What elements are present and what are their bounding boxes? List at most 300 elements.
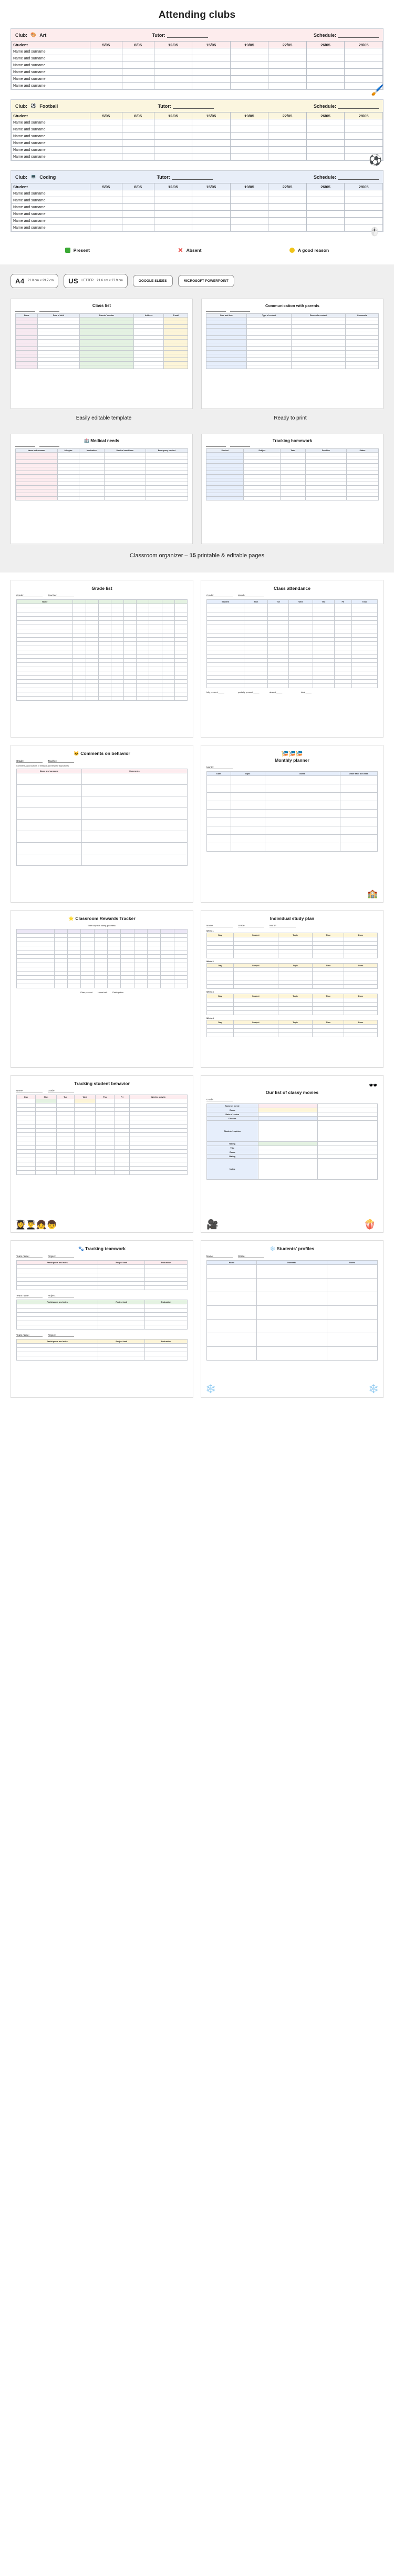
- mark-cell[interactable]: [122, 69, 154, 76]
- mark-cell[interactable]: [192, 126, 231, 133]
- field-project[interactable]: Project:: [48, 1334, 74, 1337]
- table-row[interactable]: [12, 83, 383, 89]
- mark-cell[interactable]: [122, 211, 154, 218]
- field-grade[interactable]: Grade:: [16, 594, 43, 597]
- student-name-cell[interactable]: Name and surname: [12, 48, 90, 55]
- mark-cell[interactable]: [345, 69, 383, 76]
- table-row[interactable]: [12, 190, 383, 197]
- table-row[interactable]: [12, 197, 383, 204]
- field-grade[interactable]: Grade:: [206, 1098, 233, 1101]
- mark-cell[interactable]: [192, 218, 231, 224]
- mark-cell[interactable]: [90, 224, 122, 231]
- table-row: [17, 1120, 188, 1125]
- mark-cell[interactable]: [306, 224, 345, 231]
- preview-fields: [206, 311, 379, 312]
- mark-cell[interactable]: [268, 154, 307, 160]
- table-row[interactable]: [12, 154, 383, 160]
- mark-cell[interactable]: [230, 190, 268, 197]
- format-badge-us-letter: [64, 274, 128, 288]
- mark-cell[interactable]: [306, 76, 345, 83]
- mark-cell[interactable]: [154, 119, 192, 126]
- tutor-input[interactable]: [172, 175, 213, 180]
- field-team-name[interactable]: Team name:: [16, 1255, 43, 1258]
- mark-cell[interactable]: [268, 133, 307, 140]
- mark-cell[interactable]: [154, 218, 192, 224]
- col-header: Date of birth: [38, 314, 80, 318]
- mark-cell[interactable]: [268, 197, 307, 204]
- mark-cell[interactable]: [230, 69, 268, 76]
- table-row: [207, 1146, 378, 1150]
- field-project[interactable]: Project:: [48, 1294, 74, 1297]
- table-row[interactable]: [12, 48, 383, 55]
- table-row: [17, 1325, 188, 1330]
- col-header: Name: [17, 600, 73, 604]
- mark-cell[interactable]: [192, 119, 231, 126]
- mark-cell[interactable]: [306, 190, 345, 197]
- mark-cell[interactable]: [90, 76, 122, 83]
- table-row[interactable]: [12, 204, 383, 211]
- attendance-footer: [206, 691, 378, 693]
- col-header: Name: [207, 1261, 257, 1265]
- date-col-header: 8/05: [122, 113, 154, 119]
- student-name-cell[interactable]: Name and surname: [12, 204, 90, 211]
- mark-cell[interactable]: [122, 147, 154, 154]
- mark-cell[interactable]: [192, 190, 231, 197]
- mark-cell[interactable]: [230, 83, 268, 89]
- mark-cell[interactable]: [345, 140, 383, 147]
- mark-cell[interactable]: [268, 62, 307, 69]
- mini-row: [16, 325, 188, 329]
- mark-cell[interactable]: [192, 197, 231, 204]
- mark-cell[interactable]: [306, 55, 345, 62]
- legend: [0, 241, 394, 264]
- col-header: Total: [351, 600, 377, 604]
- footer-absent: absent _____: [269, 691, 283, 693]
- student-name-cell[interactable]: Name and surname: [12, 197, 90, 204]
- tutor-input[interactable]: [167, 33, 208, 38]
- table-row[interactable]: [12, 126, 383, 133]
- mark-cell[interactable]: [154, 76, 192, 83]
- mark-cell[interactable]: [306, 140, 345, 147]
- mark-cell[interactable]: [122, 140, 154, 147]
- tutor-field[interactable]: [157, 175, 212, 180]
- mark-cell[interactable]: [345, 48, 383, 55]
- mark-cell[interactable]: [230, 119, 268, 126]
- mark-cell[interactable]: [306, 62, 345, 69]
- mark-cell[interactable]: [90, 211, 122, 218]
- week-label: Week 4: [206, 1017, 214, 1019]
- field-team-name[interactable]: Team name:: [16, 1334, 43, 1337]
- mark-cell[interactable]: [122, 190, 154, 197]
- mini-header-row: [206, 449, 379, 453]
- date-col-header: 5/05: [90, 113, 122, 119]
- mark-cell[interactable]: [192, 76, 231, 83]
- table-row: [17, 1154, 188, 1158]
- row-header: Name of movie: [207, 1104, 258, 1108]
- mark-cell[interactable]: [268, 190, 307, 197]
- mark-cell[interactable]: [192, 204, 231, 211]
- student-name-cell[interactable]: Name and surname: [12, 83, 90, 89]
- mark-cell[interactable]: [122, 224, 154, 231]
- students-illustration-icon: 👩‍🎓👨‍🎓👧👦: [15, 1221, 57, 1230]
- mark-cell[interactable]: [90, 119, 122, 126]
- mark-cell[interactable]: [268, 83, 307, 89]
- mark-cell[interactable]: [90, 83, 122, 89]
- mark-cell[interactable]: [306, 154, 345, 160]
- schedule-input[interactable]: [338, 33, 379, 38]
- preview-title: Communication with parents: [265, 303, 319, 308]
- student-name-cell[interactable]: Name and surname: [12, 126, 90, 133]
- mark-cell[interactable]: [154, 224, 192, 231]
- table-row[interactable]: [12, 69, 383, 76]
- student-name-cell[interactable]: Name and surname: [12, 224, 90, 231]
- table-row: [207, 612, 378, 617]
- mark-cell[interactable]: [230, 62, 268, 69]
- mark-cell[interactable]: [306, 126, 345, 133]
- mark-cell[interactable]: [90, 147, 122, 154]
- schedule-input[interactable]: [338, 104, 379, 109]
- club-attendance-table: [11, 112, 383, 160]
- table-row: [207, 1347, 378, 1361]
- mark-cell[interactable]: [345, 218, 383, 224]
- table-row: [17, 680, 188, 684]
- mark-cell[interactable]: [154, 154, 192, 160]
- col-header: [149, 600, 162, 604]
- mark-cell[interactable]: [154, 140, 192, 147]
- field-month[interactable]: Month:: [269, 924, 296, 927]
- table-row: [207, 684, 378, 688]
- mark-cell[interactable]: [192, 211, 231, 218]
- field-grade[interactable]: Grade:: [206, 594, 233, 597]
- field-teacher[interactable]: Teacher:: [48, 760, 74, 763]
- table-row: [207, 776, 378, 784]
- mark-cell[interactable]: [345, 62, 383, 69]
- mark-cell[interactable]: [345, 211, 383, 218]
- table-row: [17, 1167, 188, 1171]
- mark-cell[interactable]: [230, 55, 268, 62]
- field-grade[interactable]: Grade:: [16, 760, 43, 763]
- page-title: [206, 1246, 378, 1252]
- student-name-cell[interactable]: Name and surname: [12, 147, 90, 154]
- col-header: Time: [313, 994, 344, 998]
- col-header: [81, 929, 94, 934]
- header-row: [17, 600, 188, 604]
- mark-cell[interactable]: [230, 224, 268, 231]
- study-table-week2: [206, 963, 378, 989]
- mark-cell[interactable]: [122, 55, 154, 62]
- mark-cell[interactable]: [192, 140, 231, 147]
- mark-cell[interactable]: [192, 147, 231, 154]
- schedule-field[interactable]: [314, 33, 379, 38]
- mark-cell[interactable]: [90, 69, 122, 76]
- mark-cell[interactable]: [90, 204, 122, 211]
- mark-cell[interactable]: [122, 154, 154, 160]
- mark-cell[interactable]: [90, 55, 122, 62]
- field-team-name[interactable]: Team name:: [16, 1294, 43, 1297]
- mini-table: [206, 448, 379, 500]
- table-row[interactable]: [12, 133, 383, 140]
- mark-cell[interactable]: [154, 190, 192, 197]
- mini-row: [16, 493, 188, 497]
- mark-cell[interactable]: [90, 133, 122, 140]
- mark-cell[interactable]: [268, 126, 307, 133]
- table-row: [207, 646, 378, 650]
- table-row[interactable]: [12, 140, 383, 147]
- col-header: Medication: [79, 449, 104, 453]
- table-row: [207, 1159, 378, 1180]
- student-name-cell[interactable]: Name and surname: [12, 62, 90, 69]
- table-row[interactable]: [12, 119, 383, 126]
- table-header-row: [12, 113, 383, 119]
- mark-cell[interactable]: [154, 126, 192, 133]
- mark-cell[interactable]: [192, 224, 231, 231]
- field-month[interactable]: Month:: [206, 766, 233, 769]
- mark-cell[interactable]: [90, 62, 122, 69]
- field-grade[interactable]: Grade:: [238, 1255, 264, 1258]
- mark-cell[interactable]: [154, 62, 192, 69]
- student-name-cell[interactable]: Name and surname: [12, 69, 90, 76]
- mark-cell[interactable]: [122, 76, 154, 83]
- mark-cell[interactable]: [306, 69, 345, 76]
- club-card-coding: [11, 170, 383, 237]
- tutor-field[interactable]: [158, 104, 213, 109]
- tutor-input[interactable]: [173, 104, 214, 109]
- mark-cell[interactable]: [230, 140, 268, 147]
- mark-cell[interactable]: [268, 55, 307, 62]
- field-grade[interactable]: Grade:: [48, 1089, 74, 1092]
- mark-cell[interactable]: [268, 48, 307, 55]
- schedule-input[interactable]: [338, 175, 379, 180]
- mark-cell[interactable]: [122, 197, 154, 204]
- mark-cell[interactable]: [122, 218, 154, 224]
- mark-cell[interactable]: [90, 197, 122, 204]
- table-row[interactable]: [12, 224, 383, 231]
- mark-cell[interactable]: [154, 133, 192, 140]
- mark-cell[interactable]: [230, 218, 268, 224]
- table-row: [17, 963, 188, 967]
- mark-cell[interactable]: [268, 140, 307, 147]
- field-project[interactable]: Project:: [48, 1255, 74, 1258]
- table-row[interactable]: [12, 218, 383, 224]
- mark-cell[interactable]: [345, 133, 383, 140]
- mark-cell[interactable]: [268, 218, 307, 224]
- table-row: [17, 646, 188, 650]
- mark-cell[interactable]: [230, 154, 268, 160]
- date-col-header: 22/05: [268, 42, 307, 48]
- mark-cell[interactable]: [90, 190, 122, 197]
- mini-table: [15, 313, 188, 369]
- mark-cell[interactable]: [192, 133, 231, 140]
- field-month[interactable]: Month:: [238, 594, 264, 597]
- col-header: [161, 929, 174, 934]
- club-name: Football: [39, 103, 58, 109]
- date-col-header: 15/05: [192, 113, 231, 119]
- mark-cell[interactable]: [306, 197, 345, 204]
- field-teacher[interactable]: Teacher:: [48, 594, 74, 597]
- mark-cell[interactable]: [306, 147, 345, 154]
- mark-cell[interactable]: [306, 119, 345, 126]
- mark-cell[interactable]: [192, 48, 231, 55]
- col-header: Time: [313, 1020, 344, 1025]
- mark-cell[interactable]: [306, 204, 345, 211]
- mini-row: [206, 475, 379, 478]
- mark-cell[interactable]: [268, 147, 307, 154]
- table-row: [207, 1117, 378, 1121]
- mark-cell[interactable]: [345, 147, 383, 154]
- table-row[interactable]: [12, 76, 383, 83]
- page-fields: [16, 1255, 188, 1258]
- mark-cell[interactable]: [154, 55, 192, 62]
- col-header: Day: [207, 1020, 234, 1025]
- mark-cell[interactable]: [154, 197, 192, 204]
- mark-cell[interactable]: [122, 62, 154, 69]
- col-header: Student: [207, 600, 244, 604]
- mini-row: [16, 471, 188, 475]
- preview-fields: [15, 446, 188, 447]
- mark-cell[interactable]: [230, 48, 268, 55]
- mark-cell[interactable]: [122, 126, 154, 133]
- mark-cell[interactable]: [230, 204, 268, 211]
- mark-cell[interactable]: [306, 211, 345, 218]
- mark-cell[interactable]: [345, 204, 383, 211]
- mark-cell[interactable]: [306, 83, 345, 89]
- table-row[interactable]: [12, 147, 383, 154]
- mark-cell[interactable]: [154, 83, 192, 89]
- student-name-cell[interactable]: Name and surname: [12, 55, 90, 62]
- mark-cell[interactable]: [192, 62, 231, 69]
- student-name-cell[interactable]: Name and surname: [12, 76, 90, 83]
- table-row: [17, 617, 188, 621]
- tutor-field[interactable]: [152, 33, 208, 38]
- week-label: Week 3: [206, 990, 214, 993]
- student-name-cell[interactable]: Name and surname: [12, 190, 90, 197]
- table-row: [17, 1321, 188, 1325]
- mark-cell[interactable]: [192, 154, 231, 160]
- col-header: Day: [207, 994, 234, 998]
- col-header: Notes: [265, 772, 340, 776]
- mark-cell[interactable]: [192, 83, 231, 89]
- mark-cell[interactable]: [345, 126, 383, 133]
- mark-cell[interactable]: [122, 133, 154, 140]
- mark-cell[interactable]: [345, 119, 383, 126]
- page-fields: [16, 760, 188, 763]
- col-header: Allergies: [58, 449, 79, 453]
- mark-cell[interactable]: [268, 224, 307, 231]
- mark-cell[interactable]: [230, 211, 268, 218]
- mark-cell[interactable]: [122, 48, 154, 55]
- mark-cell[interactable]: [345, 190, 383, 197]
- mark-cell[interactable]: [268, 211, 307, 218]
- mini-row: [16, 365, 188, 369]
- field-name[interactable]: Name:: [16, 1089, 43, 1092]
- field-grade[interactable]: Grade:: [238, 924, 264, 927]
- mark-cell[interactable]: [154, 211, 192, 218]
- mini-row: [206, 354, 379, 358]
- table-row: [17, 629, 188, 633]
- table-row[interactable]: [12, 55, 383, 62]
- mark-cell[interactable]: [154, 147, 192, 154]
- schedule-field[interactable]: [314, 175, 379, 180]
- page-title: Our list of classy movies: [265, 1090, 319, 1095]
- student-name-cell[interactable]: Name and surname: [12, 218, 90, 224]
- field-name[interactable]: Name:: [206, 924, 233, 927]
- col-header: [54, 929, 67, 934]
- table-row: [207, 604, 378, 608]
- student-name-cell[interactable]: Name and surname: [12, 133, 90, 140]
- field-name[interactable]: Name:: [206, 1255, 233, 1258]
- page-title-text: Classroom Rewards Tracker: [75, 916, 136, 921]
- student-name-cell[interactable]: Name and surname: [12, 140, 90, 147]
- col-header: Deadline: [305, 449, 346, 453]
- student-name-cell[interactable]: Name and surname: [12, 154, 90, 160]
- row-header: Students' opinion: [207, 1121, 258, 1142]
- table-row: [17, 1313, 188, 1317]
- table-row[interactable]: [12, 62, 383, 69]
- legend-label: Present: [73, 248, 90, 253]
- mark-cell[interactable]: [122, 119, 154, 126]
- mark-cell[interactable]: [230, 197, 268, 204]
- mark-cell[interactable]: [268, 204, 307, 211]
- date-col-header: 19/05: [230, 183, 268, 190]
- mark-cell[interactable]: [345, 76, 383, 83]
- student-name-cell[interactable]: Name and surname: [12, 119, 90, 126]
- table-row: [17, 633, 188, 638]
- mark-cell[interactable]: [268, 76, 307, 83]
- mark-cell[interactable]: [192, 55, 231, 62]
- mark-cell[interactable]: [90, 48, 122, 55]
- mark-cell[interactable]: [345, 55, 383, 62]
- col-header: Subject: [233, 1020, 278, 1025]
- mark-cell[interactable]: [230, 76, 268, 83]
- mark-cell[interactable]: [90, 218, 122, 224]
- col-header: [174, 600, 187, 604]
- mark-cell[interactable]: [192, 69, 231, 76]
- format-name: A4: [15, 277, 25, 285]
- mark-cell[interactable]: [154, 204, 192, 211]
- mark-cell[interactable]: [122, 83, 154, 89]
- mark-cell[interactable]: [90, 154, 122, 160]
- format-size: 21.6 cm × 27.9 cm: [97, 279, 123, 283]
- mark-cell[interactable]: [230, 147, 268, 154]
- mark-cell[interactable]: [345, 197, 383, 204]
- table-row[interactable]: [12, 211, 383, 218]
- preview-title: [15, 438, 188, 443]
- mark-cell[interactable]: [306, 133, 345, 140]
- mark-cell[interactable]: [154, 69, 192, 76]
- page-title: Grade list: [91, 586, 112, 591]
- mark-cell[interactable]: [306, 48, 345, 55]
- student-name-cell[interactable]: Name and surname: [12, 211, 90, 218]
- film-camera-icon: 🎥: [206, 1219, 219, 1230]
- mark-cell[interactable]: [230, 126, 268, 133]
- page-monthly-planner: [201, 745, 383, 903]
- mark-cell[interactable]: [90, 140, 122, 147]
- preview-fields: [206, 446, 379, 447]
- preview-row-2: [11, 434, 383, 544]
- table-row: [207, 1292, 378, 1306]
- mark-cell[interactable]: [230, 133, 268, 140]
- table-row: [207, 1108, 378, 1112]
- preview-communication-with-parents: [201, 299, 383, 409]
- mark-cell[interactable]: [268, 119, 307, 126]
- mark-cell[interactable]: [154, 48, 192, 55]
- schedule-field[interactable]: [314, 104, 379, 109]
- mark-cell[interactable]: [90, 126, 122, 133]
- mark-cell[interactable]: [306, 218, 345, 224]
- mark-cell[interactable]: [122, 204, 154, 211]
- mark-cell[interactable]: [268, 69, 307, 76]
- table-row: [17, 1099, 188, 1103]
